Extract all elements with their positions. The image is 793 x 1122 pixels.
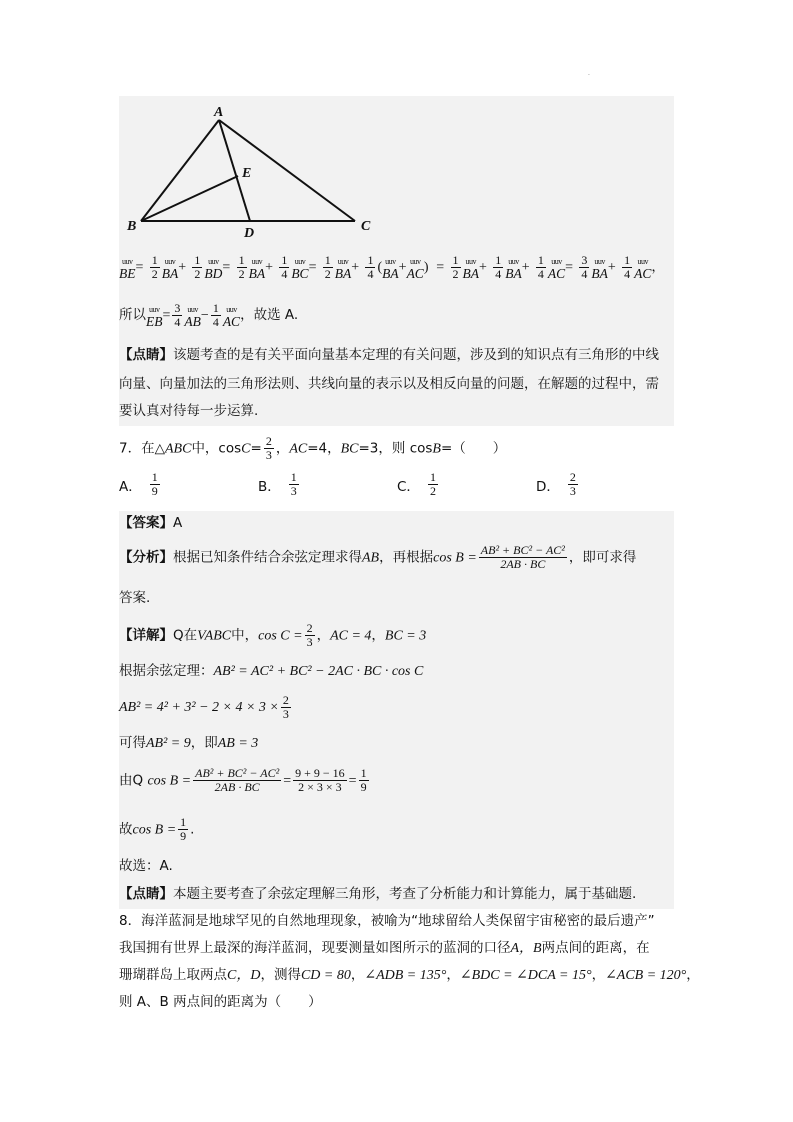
option-a[interactable]: A． $\frac{1}{9}$ <box>119 470 158 498</box>
q8-line-3: 珊瑚群岛上取两点C，D，测得CD = 80，∠ADB = 135°，∠BDC = ∠DCA = 15°，∠ACB = 120°， <box>119 967 700 983</box>
guxuan-line: 故选：A. <box>119 858 173 874</box>
q8-line-2: 我国拥有世界上最深的海洋蓝洞，现要测量如图所示的蓝洞的口径A，B两点间的距离，在 <box>119 940 650 956</box>
ke-de-line: 可得AB² = 9，即AB = 3 <box>119 735 259 751</box>
vertex-label-e: E <box>242 166 252 181</box>
vertex-label-c: C <box>361 219 371 234</box>
q6-dianjing-line-1: 【点睛】该题考查的是有关平面向量基本定理的有关问题，涉及到的知识点有三角形的中线 <box>119 347 659 363</box>
corner-mark: . <box>588 70 590 77</box>
option-d[interactable]: D． $\frac{2}{3}$ <box>536 470 576 498</box>
you-line: 由Q cos B = $\frac{\text{AB² + BC² − AC²}}{2AB \cdot BC}$ = $\frac{9 + 9 - 16}{2 \times 3 \times 3}$ = $\frac{1}{9}$ <box>119 766 367 794</box>
q7-stem: 7．在△ABC中，cosC= $\frac{2}{3}$ ，AC=4，BC=3，则 cosB=（ ） <box>119 434 507 462</box>
vertex-label-b: B <box>127 219 137 234</box>
q8-line-1: 8．海洋蓝洞是地球罕见的自然地理现象，被喻为“地球留给人类保留宇宙秘密的最后遗产” <box>119 913 655 929</box>
option-b[interactable]: B． $\frac{1}{3}$ <box>258 470 297 498</box>
calc-line: AB² = 4² + 3² − 2 × 4 × 3 × $\frac{2}{3}$ <box>119 693 289 721</box>
fenxi-line-1: 【分析】根据已知条件结合余弦定理求得AB，再根据cos B = $\frac{\text{AB² + BC² − AC²}}{2AB \cdot BC}$ ，即可求得 <box>119 543 637 571</box>
triangle-figure <box>119 96 419 246</box>
vector-equation: uuv BE = $\frac{1}{2}$ uuv BA + $\frac{1}{2}$ uuv BD = $\frac{1}{2}$ uuv BA + $\frac{1}{4}$ uuv BC = $\frac{1}{2}$ uuv BA + $\frac{1}{4}$ ( uuv BA + uuv AC ) = $\frac{1}{2}$ uuv BA + $\frac{1}{4}$ uuv BA + $\frac{1}{4}$ uuv AC = $\frac{3}{4}$ uuv BA + $\frac{1}{4}$ uuv AC ， <box>119 253 665 281</box>
q6-dianjing-line-2: 向量、向量加法的三角形法则、共线向量的表示以及相反向量的问题，在解题的过程中，需 <box>119 376 659 392</box>
xiangjie-line: 【详解】Q在VABC中，cos C = $\frac{2}{3}$ ，AC = 4，BC = 3 <box>119 621 427 649</box>
q8-line-4: 则 A、B 两点间的距离为（ ） <box>119 994 322 1010</box>
segment-ca <box>219 120 355 221</box>
gu-line: 故cos B = $\frac{1}{9}$ . <box>119 815 195 843</box>
vertex-label-a: A <box>214 105 224 120</box>
vertex-label-d: D <box>244 226 255 241</box>
q7-dianjing-line: 【点睛】本题主要考查了余弦定理解三角形，考查了分析能力和计算能力，属于基础题. <box>119 886 637 902</box>
answer-line: 【答案】A <box>119 515 183 531</box>
segment-ab <box>141 120 219 221</box>
law-line: 根据余弦定理：AB² = AC² + BC² − 2AC · BC · cos C <box>119 663 424 679</box>
q6-dianjing-line-3: 要认真对待每一步运算. <box>119 403 259 419</box>
conclusion-line: 所以 uuv EB = $\frac{3}{4}$ uuv AB − $\frac{1}{4}$ uuv AC ，故选 A. <box>119 301 299 329</box>
option-c[interactable]: C． $\frac{1}{2}$ <box>397 470 436 498</box>
segment-be <box>141 176 238 221</box>
fenxi-line-2: 答案. <box>119 590 151 606</box>
